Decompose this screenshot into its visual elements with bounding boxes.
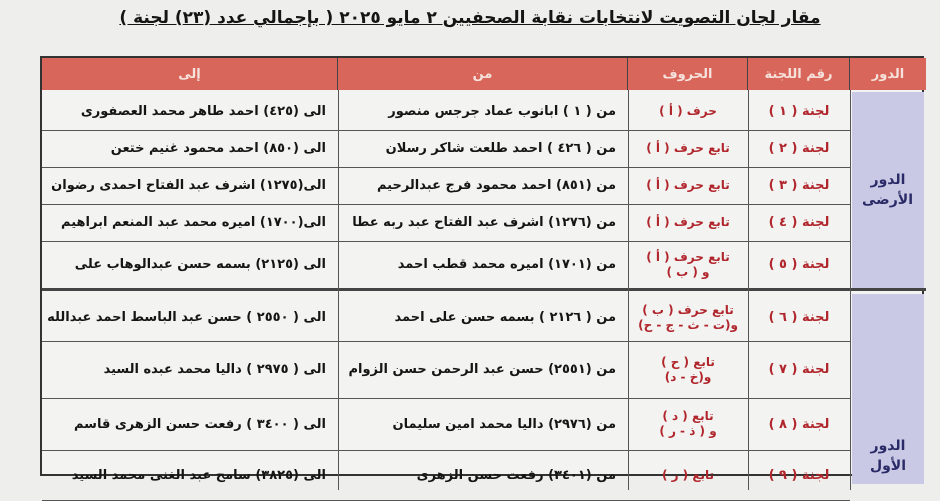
to-cell-text: الى (٢١٢٥) بسمه حسن عبدالوهاب على [74, 257, 326, 272]
committee-cell [748, 450, 850, 500]
letters-line: تابع حرف ( ب ) [642, 302, 734, 317]
to-cell [42, 294, 338, 341]
from-cell-text: من ( ١ ) ابانوب عماد جرجس منصور [388, 103, 616, 119]
committee-cell [748, 204, 850, 241]
letters-line: و ( ب ) [666, 264, 710, 279]
letters-line: تابع ( ر ) [661, 467, 715, 482]
from-cell-text: من (١٧٠١) اميره محمد قطب احمد [397, 257, 616, 272]
letters-line: و(خ - د) [664, 369, 712, 384]
from-cell-text: من (٨٥١) احمد محمود فرج عبدالرحيم [376, 178, 616, 193]
from-cell [338, 341, 628, 398]
from-cell [338, 167, 628, 204]
letters-line: حرف ( أ ) [659, 103, 717, 118]
committee-cell [748, 341, 850, 398]
column-divider [748, 90, 749, 490]
floor-label: الدور الأول [869, 438, 907, 474]
to-cell-text: الى(١٧٠٠) اميره محمد عبد المنعم ابراهيم [61, 215, 326, 230]
committee-cell [748, 398, 850, 450]
letters-line: تابع حرف ( أ ) [646, 249, 730, 264]
from-cell [338, 241, 628, 288]
to-cell-text: الى ( ٢٩٧٥ ) داليا محمد عبده السيد [103, 362, 326, 377]
from-cell [338, 130, 628, 167]
header-from: من [338, 58, 628, 90]
floor-label: الدور الأرضى [862, 172, 913, 208]
letters-line: و ( ذ - ر ) [659, 424, 717, 438]
letters-cell [628, 167, 748, 204]
committee-cell-text: لجنة ( ١ ) [768, 103, 830, 119]
to-cell-text: الى ( ٣٤٠٠ ) رفعت حسن الزهرى قاسم [73, 416, 326, 432]
to-cell-text: الى (٨٥٠) احمد محمود غنيم ختعن [110, 141, 326, 156]
page-title: مقار لجان التصويت لانتخابات نقابة الصحفيين ٢ مايو ٢٠٢٥ ( بإجمالي عدد (٢٣) لجنة ) [119, 8, 821, 28]
header-to: إلى [42, 58, 338, 90]
committee-cell-text: لجنة ( ٢ ) [768, 141, 830, 156]
committee-cell-text: لجنة ( ٣ ) [768, 178, 830, 193]
to-cell-text: الى (٣٨٢٥) سامح عبد الغنى محمد السيد [71, 467, 326, 483]
from-cell-text: من (٢٥٥١) حسن عبد الرحمن حسن الزوام [348, 362, 616, 377]
header-floor: الدور [850, 58, 926, 90]
row-divider [42, 288, 926, 291]
letters-cell [628, 204, 748, 241]
to-cell [42, 341, 338, 398]
from-cell-text: من (٣٤٠١) رفعت حسن الزهرى [416, 467, 616, 483]
committee-cell-text: لجنة ( ٩ ) [768, 467, 830, 483]
from-cell [338, 294, 628, 341]
from-cell [338, 398, 628, 450]
to-cell-text: الى (٤٢٥) احمد طاهر محمد العصفورى [80, 103, 326, 119]
from-cell-text: من ( ٤٢٦ ) احمد طلعت شاكر رسلان [385, 141, 616, 156]
letters-cell [628, 92, 748, 130]
from-cell [338, 92, 628, 130]
letters-cell [628, 398, 748, 450]
column-divider [338, 90, 339, 490]
committee-cell [748, 130, 850, 167]
letters-line: تابع حرف ( أ ) [646, 215, 730, 229]
letters-line: تابع حرف ( أ ) [646, 141, 730, 155]
header-letters: الحروف [628, 58, 748, 90]
letters-line: تابع ( ح ) [661, 354, 715, 369]
to-cell [42, 398, 338, 450]
committee-cell-text: لجنة ( ٨ ) [768, 416, 830, 432]
committee-cell-text: لجنة ( ٦ ) [768, 310, 830, 325]
letters-cell [628, 294, 748, 341]
to-cell-text: الى(١٢٧٥) اشرف عبد الفتاح احمدى رضوان [51, 178, 326, 193]
from-cell [338, 204, 628, 241]
to-cell [42, 92, 338, 130]
to-cell [42, 450, 338, 500]
from-cell-text: من (١٢٧٦) اشرف عبد الفتاح عبد ربه عطا [352, 215, 616, 230]
committee-cell [748, 92, 850, 130]
floor-ground [852, 92, 924, 288]
floor-first [852, 294, 924, 484]
letters-cell [628, 241, 748, 288]
letters-cell [628, 341, 748, 398]
to-cell-text: الى ( ٢٥٥٠ ) حسن عبد الباسط احمد عبدالله [47, 310, 326, 325]
letters-line: تابع ( د ) [662, 409, 714, 423]
to-cell [42, 130, 338, 167]
letters-cell [628, 450, 748, 500]
committee-cell-text: لجنة ( ٥ ) [768, 257, 830, 272]
from-cell [338, 450, 628, 500]
committee-cell-text: لجنة ( ٧ ) [768, 362, 830, 377]
committee-cell-text: لجنة ( ٤ ) [768, 215, 830, 230]
committee-cell [748, 167, 850, 204]
to-cell [42, 241, 338, 288]
header-committee: رقم اللجنة [748, 58, 850, 90]
column-divider [628, 90, 629, 490]
letters-line: تابع حرف ( أ ) [646, 178, 730, 192]
committee-cell [748, 294, 850, 341]
from-cell-text: من (٢٩٧٦) داليا محمد امين سليمان [392, 416, 616, 432]
committees-table [40, 56, 924, 483]
letters-line: و(ت - ث - ج - ح) [638, 317, 738, 332]
to-cell [42, 167, 338, 204]
letters-cell [628, 130, 748, 167]
column-divider [850, 90, 851, 490]
from-cell-text: من ( ٢١٢٦ ) بسمه حسن على احمد [394, 310, 616, 325]
to-cell [42, 204, 338, 241]
committee-cell [748, 241, 850, 288]
